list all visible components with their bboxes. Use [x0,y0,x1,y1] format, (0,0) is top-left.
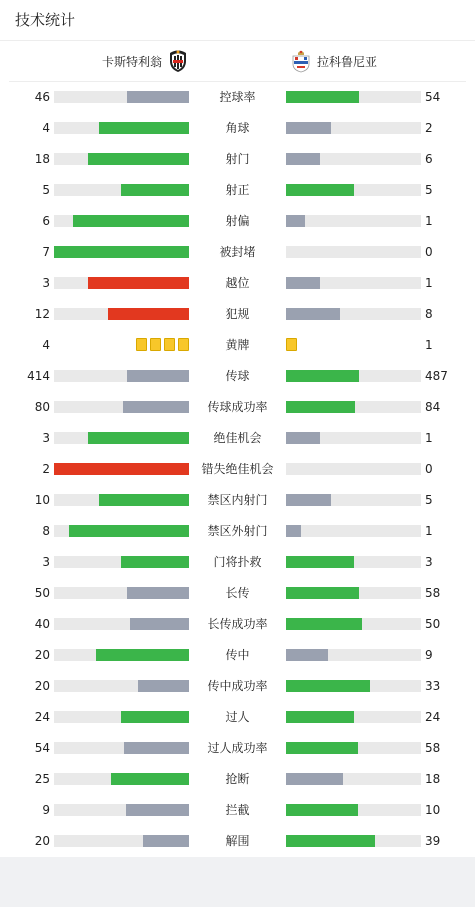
yellow-card-icon [150,338,161,351]
home-stat-bar [54,494,189,506]
stat-label: 错失绝佳机会 [201,462,274,476]
away-stat-value: 39 [425,834,441,848]
away-stat-bar [286,618,421,630]
home-stat-bar-fill [54,246,189,258]
home-team-name: 卡斯特利翁 [101,54,162,69]
away-stat-bar-fill [286,835,375,847]
home-stat-bar-fill [130,618,189,630]
away-stat-bar [286,153,421,165]
away-stat-value: 1 [425,276,433,290]
home-stat-bar-fill [121,556,189,568]
away-stat-value: 18 [425,772,441,786]
stat-row [0,555,475,586]
away-stat-bar-fill [286,277,320,289]
away-stat-value: 84 [425,400,441,414]
home-stat-bar [54,463,189,475]
away-stat-bar-fill [286,711,354,723]
home-stat-value: 4 [42,121,50,135]
yellow-card-icon [178,338,189,351]
home-stat-bar-fill [88,277,189,289]
away-stat-bar-fill [286,525,301,537]
home-stat-bar [54,401,189,413]
away-stat-value: 58 [425,741,441,755]
away-stat-bar [286,215,421,227]
away-stat-value: 3 [425,555,433,569]
home-stat-value: 18 [34,152,50,166]
home-stat-bar [54,215,189,227]
stat-row [0,524,475,555]
stat-label: 长传成功率 [207,617,268,631]
home-stat-bar-fill [88,432,189,444]
stat-row [0,648,475,679]
stat-label: 解围 [225,834,250,848]
home-yellow-cards [136,338,189,352]
away-stat-bar-fill [286,680,370,692]
stat-label: 绝佳机会 [213,431,262,445]
home-stat-bar [54,804,189,816]
away-stat-bar [286,494,421,506]
stat-label: 长传 [225,586,250,600]
home-stat-value: 54 [34,741,50,755]
home-stat-value: 3 [42,431,50,445]
home-stat-bar [54,649,189,661]
home-stat-bar-fill [108,308,189,320]
away-stat-value: 9 [425,648,433,662]
home-stat-value: 20 [34,679,50,693]
stat-row [0,772,475,803]
yellow-card-icon [136,338,147,351]
home-stat-value: 46 [34,90,50,104]
home-stat-value: 20 [34,648,50,662]
away-stat-bar-fill [286,804,358,816]
home-stat-bar-fill [99,122,189,134]
home-stat-value: 2 [42,462,50,476]
home-stat-bar-fill [123,401,189,413]
away-stat-value: 6 [425,152,433,166]
home-stat-bar [54,742,189,754]
away-stat-bar [286,742,421,754]
stat-row [0,679,475,710]
stat-row [0,834,475,865]
stat-row [0,710,475,741]
home-stat-value: 24 [34,710,50,724]
home-stat-bar [54,370,189,382]
stat-label: 被封堵 [219,245,256,259]
home-stat-bar-fill [127,370,189,382]
away-stat-value: 0 [425,245,433,259]
away-stat-bar-fill [286,556,354,568]
home-stat-value: 50 [34,586,50,600]
home-stat-bar [54,122,189,134]
away-stat-bar [286,277,421,289]
away-stat-value: 1 [425,338,433,352]
stat-label: 射门 [225,152,250,166]
home-stat-value: 9 [42,803,50,817]
away-stat-bar-fill [286,401,355,413]
away-stat-bar-fill [286,215,305,227]
stat-label: 传球成功率 [207,400,268,414]
away-stat-value: 33 [425,679,441,693]
stat-label: 过人成功率 [207,741,268,755]
stat-label: 射正 [225,183,250,197]
page-title: 技术统计 [0,0,475,41]
home-stat-bar [54,773,189,785]
away-stat-bar [286,91,421,103]
away-stat-bar [286,463,421,475]
stat-label: 抢断 [225,772,250,786]
away-stat-bar [286,835,421,847]
stat-row [0,214,475,245]
home-stat-bar [54,525,189,537]
away-stat-bar-fill [286,91,359,103]
stat-row [0,493,475,524]
home-stat-bar-fill [121,184,189,196]
away-stat-bar-fill [286,184,354,196]
home-stat-value: 12 [34,307,50,321]
stat-row [0,462,475,493]
stat-label: 拦截 [225,803,250,817]
home-stat-bar-fill [124,742,189,754]
home-stat-bar-fill [111,773,189,785]
home-stat-bar [54,184,189,196]
stat-row [0,307,475,338]
home-stat-value: 20 [34,834,50,848]
stat-label: 禁区外射门 [207,524,268,538]
stat-row [0,90,475,121]
away-stat-value: 0 [425,462,433,476]
away-stat-value: 2 [425,121,433,135]
stat-label: 黄牌 [225,338,250,352]
away-stat-bar [286,401,421,413]
home-stat-bar [54,618,189,630]
stat-row [0,369,475,400]
home-stat-value: 3 [42,555,50,569]
home-stat-bar [54,91,189,103]
home-stat-bar [54,587,189,599]
stat-row [0,741,475,772]
away-team[interactable] [290,41,377,81]
stat-label: 犯规 [225,307,250,321]
away-stat-value: 1 [425,214,433,228]
stat-label: 门将扑救 [213,555,262,569]
stat-label: 射偏 [225,214,250,228]
home-team[interactable] [102,41,189,81]
stat-row [0,183,475,214]
away-stat-value: 54 [425,90,441,104]
castellon-crest-icon [167,49,189,73]
away-stat-bar-fill [286,122,331,134]
home-stat-bar-fill [99,494,189,506]
stat-row [0,121,475,152]
home-stat-bar [54,153,189,165]
stat-row [0,400,475,431]
home-stat-bar-fill [138,680,189,692]
home-stat-bar [54,246,189,258]
away-stat-bar [286,246,421,258]
away-stat-bar [286,680,421,692]
home-stat-value: 5 [42,183,50,197]
away-stat-bar-fill [286,773,343,785]
away-stat-bar [286,525,421,537]
away-stat-value: 1 [425,431,433,445]
stat-label: 过人 [225,710,250,724]
home-stat-bar [54,711,189,723]
away-stat-bar-fill [286,494,331,506]
stat-label: 传球 [225,369,250,383]
away-stat-value: 487 [425,369,448,383]
away-stat-bar [286,587,421,599]
stat-label: 传中 [225,648,250,662]
away-stat-bar [286,308,421,320]
home-stat-bar-fill [88,153,189,165]
away-stat-value: 1 [425,524,433,538]
stat-row [0,245,475,276]
stat-row [0,586,475,617]
yellow-card-icon [286,338,297,351]
home-stat-bar-fill [73,215,189,227]
away-stat-bar [286,649,421,661]
home-stat-value: 6 [42,214,50,228]
home-stat-value: 10 [34,493,50,507]
stat-row [0,152,475,183]
home-stat-bar-fill [96,649,189,661]
home-stat-value: 80 [34,400,50,414]
away-stat-bar [286,804,421,816]
home-stat-bar [54,835,189,847]
away-stat-bar-fill [286,153,320,165]
away-stat-bar-fill [286,587,359,599]
away-yellow-cards [286,338,297,352]
deportivo-crest-icon [290,49,312,73]
home-stat-bar-fill [121,711,189,723]
home-stat-value: 4 [42,338,50,352]
away-stat-bar-fill [286,370,359,382]
home-stat-value: 40 [34,617,50,631]
stat-label: 控球率 [219,90,256,104]
away-stat-bar [286,556,421,568]
away-stat-bar [286,122,421,134]
stat-row [0,431,475,462]
away-stat-value: 5 [425,493,433,507]
away-stat-value: 58 [425,586,441,600]
home-stat-bar-fill [127,587,189,599]
away-stat-bar [286,184,421,196]
home-stat-bar-fill [126,804,189,816]
away-stat-value: 24 [425,710,441,724]
away-stat-value: 10 [425,803,441,817]
home-stat-bar-fill [143,835,189,847]
away-stat-bar-fill [286,742,358,754]
away-stat-value: 5 [425,183,433,197]
home-stat-bar [54,308,189,320]
stat-row [0,338,475,369]
stat-row [0,803,475,834]
home-stat-bar-fill [69,525,189,537]
home-stat-bar-fill [127,91,189,103]
away-stat-bar-fill [286,432,320,444]
away-team-name: 拉科鲁尼亚 [317,54,378,69]
stat-row [0,617,475,648]
away-stat-bar-fill [286,649,328,661]
away-stat-bar [286,432,421,444]
home-stat-bar [54,680,189,692]
away-stat-value: 8 [425,307,433,321]
home-stat-value: 25 [34,772,50,786]
home-stat-value: 8 [42,524,50,538]
stat-label: 角球 [225,121,250,135]
home-stat-bar [54,277,189,289]
away-stat-bar [286,773,421,785]
away-stat-bar-fill [286,618,362,630]
home-stat-value: 414 [27,369,50,383]
away-stat-bar-fill [286,308,340,320]
home-stat-bar [54,432,189,444]
away-stat-value: 50 [425,617,441,631]
away-stat-bar [286,370,421,382]
home-stat-value: 7 [42,245,50,259]
away-stat-bar [286,711,421,723]
home-stat-value: 3 [42,276,50,290]
yellow-card-icon [164,338,175,351]
stat-label: 传中成功率 [207,679,268,693]
stat-label: 越位 [225,276,250,290]
home-stat-bar [54,556,189,568]
stat-label: 禁区内射门 [207,493,268,507]
teams-header [9,41,466,82]
home-stat-bar-fill [54,463,189,475]
stat-row [0,276,475,307]
